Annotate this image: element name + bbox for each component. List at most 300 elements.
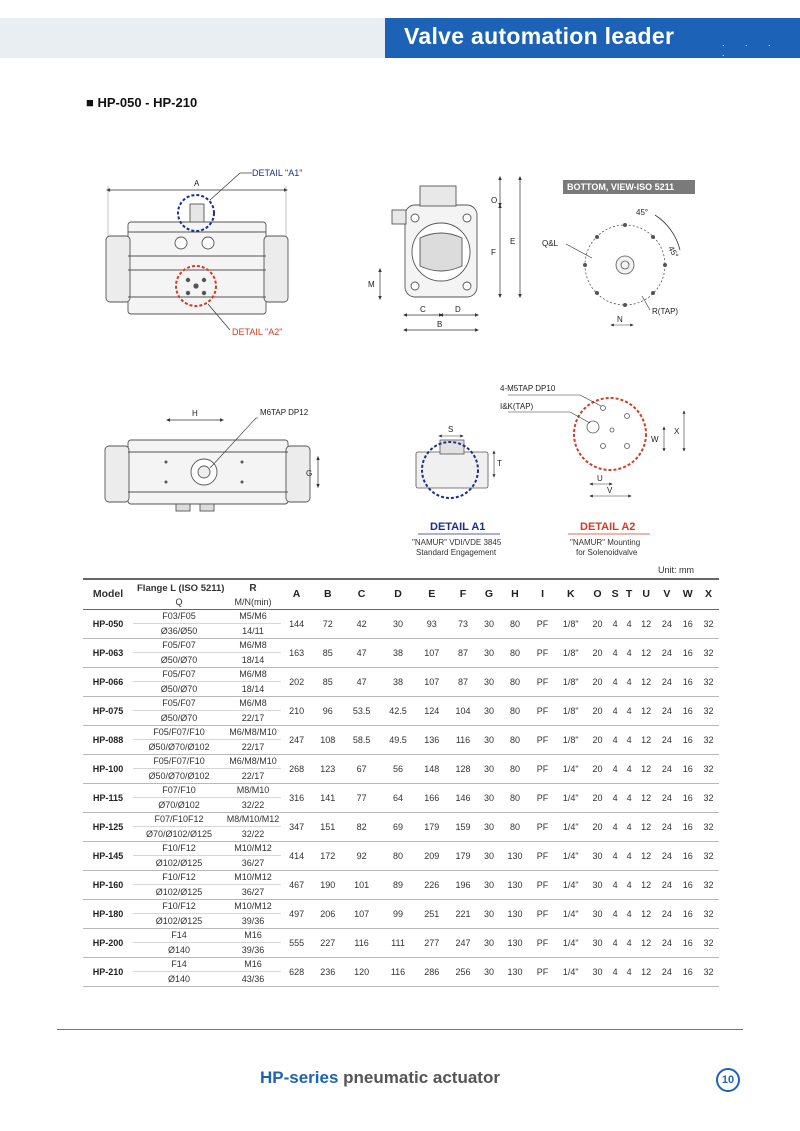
value-cell: 92 <box>343 841 379 870</box>
flange-cell: F03/F05 <box>133 609 225 623</box>
value-cell: 30 <box>479 899 500 928</box>
value-cell: 120 <box>343 957 379 986</box>
value-cell: 12 <box>636 725 657 754</box>
value-cell: 1/4" <box>554 841 587 870</box>
mn-cell: 22/17 <box>225 739 281 754</box>
spec-table <box>83 578 719 987</box>
mn-cell: 43/36 <box>225 971 281 986</box>
value-cell: 80 <box>499 725 530 754</box>
value-cell: 32 <box>698 725 719 754</box>
value-cell: 80 <box>499 812 530 841</box>
value-cell: 24 <box>657 696 678 725</box>
value-cell: 4 <box>622 899 635 928</box>
value-cell: 16 <box>677 870 698 899</box>
value-cell: 555 <box>281 928 312 957</box>
value-cell: 24 <box>657 725 678 754</box>
value-cell: 226 <box>416 870 447 899</box>
value-cell: 4 <box>608 609 623 638</box>
q-cell: Ø50/Ø70 <box>133 681 225 696</box>
ik-tap-label: I&K(TAP) <box>500 402 534 411</box>
value-cell: 96 <box>312 696 343 725</box>
value-cell: 4 <box>608 725 623 754</box>
a2-line2: for Solenoidvalve <box>576 548 638 557</box>
value-cell: 123 <box>312 754 343 783</box>
bottom-view <box>585 215 680 305</box>
dim-g-label: G <box>306 469 313 478</box>
value-cell: 24 <box>657 667 678 696</box>
flange-cell: F05/F07 <box>133 696 225 710</box>
value-cell: 80 <box>499 638 530 667</box>
value-cell: 64 <box>380 783 416 812</box>
value-cell: 12 <box>636 841 657 870</box>
mn-cell: 32/22 <box>225 826 281 841</box>
value-cell: 30 <box>479 667 500 696</box>
value-cell: 82 <box>343 812 379 841</box>
value-cell: 30 <box>587 899 608 928</box>
q-l-label: Q&L <box>542 239 559 248</box>
value-cell: 101 <box>343 870 379 899</box>
value-cell: 32 <box>698 841 719 870</box>
header-col: T <box>622 579 635 609</box>
header-col: K <box>554 579 587 609</box>
mn-cell: 22/17 <box>225 710 281 725</box>
model-cell: HP-125 <box>83 812 133 841</box>
value-cell: 42 <box>343 609 379 638</box>
value-cell: 1/8" <box>554 696 587 725</box>
header-col: B <box>312 579 343 609</box>
value-cell: 32 <box>698 754 719 783</box>
value-cell: 196 <box>447 870 478 899</box>
value-cell: 30 <box>479 870 500 899</box>
header-col: I <box>531 579 555 609</box>
value-cell: 30 <box>587 957 608 986</box>
value-cell: 116 <box>447 725 478 754</box>
value-cell: 38 <box>380 667 416 696</box>
detail-a1-callout: DETAIL "A1" <box>252 168 303 178</box>
value-cell: PF <box>531 609 555 638</box>
model-cell: HP-160 <box>83 870 133 899</box>
value-cell: 107 <box>416 667 447 696</box>
flange-cell: F10/F12 <box>133 870 225 884</box>
model-cell: HP-050 <box>83 609 133 638</box>
value-cell: 190 <box>312 870 343 899</box>
mn-cell: 32/22 <box>225 797 281 812</box>
value-cell: 268 <box>281 754 312 783</box>
value-cell: 4 <box>608 667 623 696</box>
value-cell: PF <box>531 928 555 957</box>
value-cell: 24 <box>657 609 678 638</box>
value-cell: 32 <box>698 928 719 957</box>
value-cell: 347 <box>281 812 312 841</box>
dim-h-label: H <box>192 409 198 418</box>
table-row <box>83 841 719 855</box>
value-cell: 16 <box>677 609 698 638</box>
value-cell: 4 <box>622 667 635 696</box>
r-cell: M10/M12 <box>225 841 281 855</box>
value-cell: 30 <box>587 841 608 870</box>
value-cell: 69 <box>380 812 416 841</box>
table-row <box>83 957 719 971</box>
value-cell: 4 <box>622 638 635 667</box>
value-cell: 67 <box>343 754 379 783</box>
table-row <box>83 754 719 768</box>
value-cell: 12 <box>636 638 657 667</box>
value-cell: PF <box>531 899 555 928</box>
table-row <box>83 696 719 710</box>
value-cell: 24 <box>657 957 678 986</box>
value-cell: 87 <box>447 667 478 696</box>
value-cell: 30 <box>380 609 416 638</box>
value-cell: 20 <box>587 638 608 667</box>
value-cell: 20 <box>587 696 608 725</box>
value-cell: 4 <box>622 754 635 783</box>
value-cell: PF <box>531 870 555 899</box>
value-cell: 30 <box>479 754 500 783</box>
value-cell: 32 <box>698 812 719 841</box>
value-cell: 24 <box>657 870 678 899</box>
header-r: R <box>225 579 281 596</box>
mn-cell: 39/36 <box>225 913 281 928</box>
top-view <box>105 440 313 511</box>
side-view <box>392 186 477 297</box>
header-dots: . . . . <box>722 38 780 58</box>
header-flange: Flange L (ISO 5211) <box>133 579 225 596</box>
value-cell: 108 <box>312 725 343 754</box>
value-cell: 24 <box>657 899 678 928</box>
flange-cell: F07/F10 <box>133 783 225 797</box>
value-cell: 159 <box>447 812 478 841</box>
value-cell: 130 <box>499 899 530 928</box>
value-cell: 20 <box>587 812 608 841</box>
value-cell: 247 <box>447 928 478 957</box>
table-header-row-1 <box>83 579 719 596</box>
value-cell: 4 <box>622 841 635 870</box>
a1-title: DETAIL A1 <box>430 521 486 533</box>
r-tap-label: R(TAP) <box>652 307 679 316</box>
flange-cell: F05/F07/F10 <box>133 754 225 768</box>
value-cell: 128 <box>447 754 478 783</box>
model-cell: HP-115 <box>83 783 133 812</box>
q-cell: Ø102/Ø125 <box>133 855 225 870</box>
value-cell: 20 <box>587 754 608 783</box>
table-row <box>83 870 719 884</box>
r-cell: M10/M12 <box>225 899 281 913</box>
model-cell: HP-066 <box>83 667 133 696</box>
value-cell: 116 <box>343 928 379 957</box>
flange-cell: F14 <box>133 928 225 942</box>
value-cell: 316 <box>281 783 312 812</box>
value-cell: 72 <box>312 609 343 638</box>
value-cell: 107 <box>343 899 379 928</box>
value-cell: 12 <box>636 928 657 957</box>
value-cell: 32 <box>698 957 719 986</box>
value-cell: 4 <box>608 841 623 870</box>
value-cell: 87 <box>447 638 478 667</box>
value-cell: PF <box>531 957 555 986</box>
value-cell: 1/4" <box>554 899 587 928</box>
section-title-text: HP-050 - HP-210 <box>97 95 198 110</box>
header-col: C <box>343 579 379 609</box>
value-cell: 12 <box>636 899 657 928</box>
a2-line1: "NAMUR" Mounting <box>570 538 641 547</box>
dim-c-label: C <box>420 305 426 314</box>
value-cell: 104 <box>447 696 478 725</box>
flange-cell: F05/F07 <box>133 638 225 652</box>
value-cell: 24 <box>657 638 678 667</box>
section-title: ■ HP-050 - HP-210 <box>86 95 198 110</box>
value-cell: 12 <box>636 754 657 783</box>
r-cell: M6/M8 <box>225 696 281 710</box>
value-cell: 4 <box>622 870 635 899</box>
value-cell: 24 <box>657 841 678 870</box>
r-cell: M8/M10/M12 <box>226 814 280 824</box>
value-cell: 163 <box>281 638 312 667</box>
value-cell: 77 <box>343 783 379 812</box>
value-cell: 16 <box>677 696 698 725</box>
value-cell: 227 <box>312 928 343 957</box>
value-cell: 107 <box>416 638 447 667</box>
value-cell: 24 <box>657 812 678 841</box>
r-cell: M6/M8 <box>225 638 281 652</box>
value-cell: 467 <box>281 870 312 899</box>
table-body <box>83 609 719 986</box>
value-cell: 47 <box>343 667 379 696</box>
q-cell: Ø36/Ø50 <box>133 623 225 638</box>
mn-cell: 18/14 <box>225 681 281 696</box>
angle-2-label: 45° <box>666 244 681 260</box>
header-col: X <box>698 579 719 609</box>
value-cell: 80 <box>380 841 416 870</box>
header-q: Q <box>133 596 225 609</box>
header-col: U <box>636 579 657 609</box>
value-cell: 277 <box>416 928 447 957</box>
r-cell: M6/M8 <box>225 667 281 681</box>
value-cell: 12 <box>636 696 657 725</box>
value-cell: 80 <box>499 754 530 783</box>
mn-cell: 36/27 <box>225 884 281 899</box>
value-cell: 1/4" <box>554 870 587 899</box>
mn-cell: 39/36 <box>225 942 281 957</box>
value-cell: 12 <box>636 812 657 841</box>
q-cell: Ø102/Ø125 <box>133 913 225 928</box>
value-cell: 146 <box>447 783 478 812</box>
r-cell: M8/M10 <box>225 783 281 797</box>
table-row <box>83 899 719 913</box>
mn-cell: 14/11 <box>225 623 281 638</box>
q-cell: Ø140 <box>133 971 225 986</box>
value-cell: 206 <box>312 899 343 928</box>
q-cell: Ø50/Ø70/Ø102 <box>133 768 225 783</box>
footer-divider <box>57 1029 743 1030</box>
flange-cell: F07/F10F12 <box>133 812 225 826</box>
flange-cell: F10/F12 <box>133 899 225 913</box>
value-cell: 53.5 <box>343 696 379 725</box>
value-cell: 1/4" <box>554 928 587 957</box>
value-cell: 20 <box>587 783 608 812</box>
value-cell: 16 <box>677 754 698 783</box>
r-cell: M5/M6 <box>225 609 281 623</box>
dim-t-label: T <box>497 459 502 468</box>
value-cell: 30 <box>479 725 500 754</box>
value-cell: 12 <box>636 667 657 696</box>
value-cell: 38 <box>380 638 416 667</box>
header-col: W <box>677 579 698 609</box>
q-cell: Ø102/Ø125 <box>133 884 225 899</box>
value-cell: 85 <box>312 667 343 696</box>
table-row <box>83 928 719 942</box>
angle-1-label: 45° <box>636 208 649 217</box>
value-cell: 1/8" <box>554 638 587 667</box>
value-cell: 30 <box>479 812 500 841</box>
value-cell: 4 <box>622 812 635 841</box>
model-cell: HP-075 <box>83 696 133 725</box>
value-cell: 210 <box>281 696 312 725</box>
header-col: E <box>416 579 447 609</box>
m6tap-label: M6TAP DP12 <box>260 408 309 417</box>
unit-label: Unit: mm <box>658 565 694 575</box>
value-cell: 4 <box>608 696 623 725</box>
value-cell: 1/8" <box>554 609 587 638</box>
value-cell: 16 <box>677 783 698 812</box>
dim-e-label: E <box>510 237 516 246</box>
header-mn: M/N(min) <box>225 596 281 609</box>
value-cell: 209 <box>416 841 447 870</box>
table-row <box>83 638 719 652</box>
q-cell: Ø70/Ø102/Ø125 <box>133 826 225 841</box>
q-cell: Ø70/Ø102 <box>133 797 225 812</box>
m5tap-label: 4-M5TAP DP10 <box>500 384 556 393</box>
r-cell: M10/M12 <box>225 870 281 884</box>
value-cell: 4 <box>622 783 635 812</box>
value-cell: 58.5 <box>343 725 379 754</box>
value-cell: PF <box>531 783 555 812</box>
value-cell: 4 <box>608 783 623 812</box>
value-cell: 24 <box>657 783 678 812</box>
value-cell: 16 <box>677 725 698 754</box>
header-col: D <box>380 579 416 609</box>
value-cell: 30 <box>479 696 500 725</box>
value-cell: 42.5 <box>380 696 416 725</box>
header-col: O <box>587 579 608 609</box>
dim-a-label: A <box>194 179 200 188</box>
dim-w-label: W <box>651 435 659 444</box>
value-cell: 1/4" <box>554 754 587 783</box>
value-cell: 4 <box>622 957 635 986</box>
header-col: S <box>608 579 623 609</box>
dim-f-label: F <box>491 248 496 257</box>
page-number: 10 <box>716 1068 740 1092</box>
value-cell: 30 <box>587 870 608 899</box>
header-col: H <box>499 579 530 609</box>
value-cell: 30 <box>479 609 500 638</box>
detail-a2-callout: DETAIL "A2" <box>232 327 283 337</box>
flange-cell: F05/F07 <box>133 667 225 681</box>
front-view <box>106 204 288 314</box>
value-cell: 16 <box>677 957 698 986</box>
value-cell: 89 <box>380 870 416 899</box>
value-cell: PF <box>531 696 555 725</box>
model-cell: HP-180 <box>83 899 133 928</box>
value-cell: 16 <box>677 638 698 667</box>
value-cell: 99 <box>380 899 416 928</box>
value-cell: PF <box>531 754 555 783</box>
value-cell: 24 <box>657 754 678 783</box>
value-cell: 32 <box>698 638 719 667</box>
value-cell: 1/8" <box>554 725 587 754</box>
value-cell: 130 <box>499 928 530 957</box>
mn-cell: 22/17 <box>225 768 281 783</box>
value-cell: 30 <box>479 783 500 812</box>
value-cell: 16 <box>677 841 698 870</box>
value-cell: PF <box>531 725 555 754</box>
value-cell: 32 <box>698 899 719 928</box>
value-cell: 80 <box>499 783 530 812</box>
value-cell: 1/4" <box>554 812 587 841</box>
value-cell: 73 <box>447 609 478 638</box>
value-cell: 93 <box>416 609 447 638</box>
value-cell: 24 <box>657 928 678 957</box>
value-cell: 12 <box>636 957 657 986</box>
flange-cell: F05/F07/F10 <box>133 725 225 739</box>
value-cell: 251 <box>416 899 447 928</box>
model-cell: HP-100 <box>83 754 133 783</box>
model-cell: HP-088 <box>83 725 133 754</box>
value-cell: 80 <box>499 609 530 638</box>
value-cell: 4 <box>622 696 635 725</box>
flange-cell: F14 <box>133 957 225 971</box>
value-cell: 30 <box>587 928 608 957</box>
dim-d-label: D <box>455 305 461 314</box>
value-cell: 179 <box>416 812 447 841</box>
value-cell: 1/4" <box>554 957 587 986</box>
value-cell: 20 <box>587 725 608 754</box>
footer-title <box>260 1068 500 1088</box>
value-cell: 172 <box>312 841 343 870</box>
value-cell: 130 <box>499 957 530 986</box>
value-cell: 236 <box>312 957 343 986</box>
model-cell: HP-200 <box>83 928 133 957</box>
value-cell: PF <box>531 812 555 841</box>
value-cell: 628 <box>281 957 312 986</box>
value-cell: 124 <box>416 696 447 725</box>
header-col: A <box>281 579 312 609</box>
value-cell: 148 <box>416 754 447 783</box>
q-cell: Ø50/Ø70 <box>133 710 225 725</box>
value-cell: 4 <box>608 754 623 783</box>
value-cell: 4 <box>608 870 623 899</box>
r-cell: M6/M8/M10 <box>225 725 281 739</box>
value-cell: 286 <box>416 957 447 986</box>
value-cell: 4 <box>608 957 623 986</box>
bottom-view-label: BOTTOM, VIEW-ISO 5211 <box>567 182 675 192</box>
value-cell: 32 <box>698 870 719 899</box>
footer-brand: HP-series <box>260 1068 339 1087</box>
value-cell: 4 <box>608 928 623 957</box>
a2-title: DETAIL A2 <box>580 521 636 533</box>
value-cell: 116 <box>380 957 416 986</box>
dim-b-label: B <box>437 320 443 329</box>
value-cell: PF <box>531 667 555 696</box>
value-cell: 144 <box>281 609 312 638</box>
dim-o-label: O <box>491 196 498 205</box>
value-cell: 221 <box>447 899 478 928</box>
header-col: G <box>479 579 500 609</box>
value-cell: 47 <box>343 638 379 667</box>
header-col: F <box>447 579 478 609</box>
value-cell: 130 <box>499 841 530 870</box>
table-row <box>83 725 719 739</box>
value-cell: PF <box>531 841 555 870</box>
